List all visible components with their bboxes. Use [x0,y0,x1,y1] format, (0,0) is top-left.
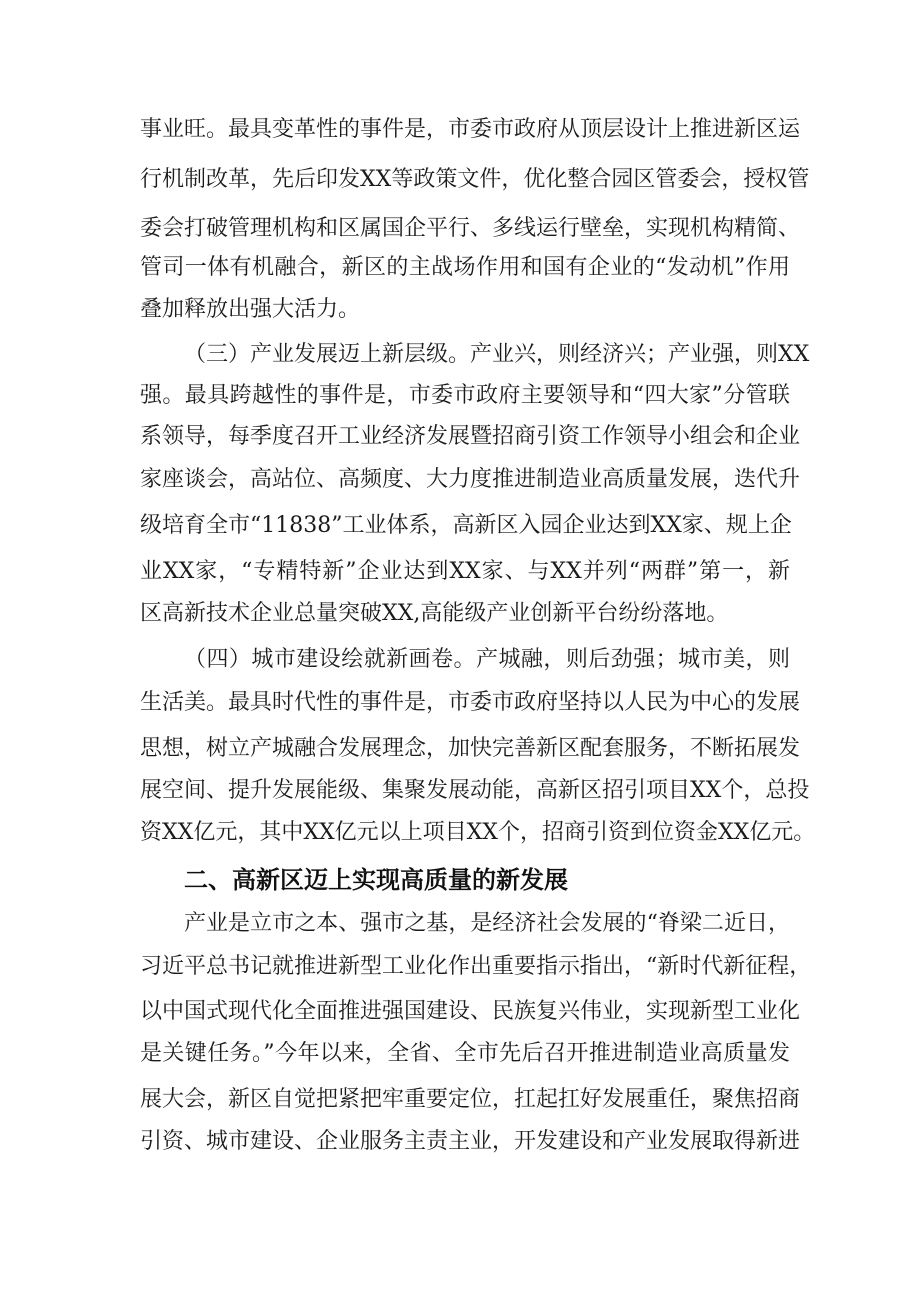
paragraph-3-line: 资XX亿元，其中XX亿元以上项目XX个，招商引资到位资金XX亿元。 [140,820,816,845]
paragraph-2-line: 区高新技术企业总量突破XX,高能级产业创新平台纷纷落地。 [140,601,729,626]
paragraph-4-line: 习近平总书记就推进新型工业化作出重要指示指出，“新时代新征程， [140,954,812,979]
paragraph-1-line: 事业旺。最具变革性的事件是，市委市政府从顶层设计上推进新区运 [140,117,801,142]
paragraph-1-line: 管司一体有机融合，新区的主战场作用和国有企业的“发动机”作用 [140,255,790,280]
paragraph-1-line: 委会打破管理机构和区属国企平行、多线运行壁垒，实现机构精简、 [140,216,801,241]
paragraph-4-line: 是关键任务。”今年以来，全省、全市先后召开推进制造业高质量发 [140,1041,790,1066]
paragraph-3-line: 生活美。最具时代性的事件是，市委市政府坚持以人民为中心的发展 [140,690,801,715]
paragraph-1-line: 叠加释放出强大活力。 [140,297,361,322]
paragraph-3-line: （四）城市建设绘就新画卷。产城融，则后劲强；城市美，则 [184,647,790,672]
paragraph-4-line: 以中国式现代化全面推进强国建设、民族复兴伟业，实现新型工业化 [140,999,801,1024]
paragraph-2-line: 强。最具跨越性的事件是，市委市政府主要领导和“四大家”分管联 [140,383,790,408]
paragraph-3-line: 展空间、提升发展能级、集聚发展动能，高新区招引项目XX个，总投 [140,778,810,803]
paragraph-2-line: 系领导，每季度召开工业经济发展暨招商引资工作领导小组会和企业 [140,424,801,449]
paragraph-3-line: 思想，树立产城融合发展理念，加快完善新区配套服务，不断拓展发 [140,736,801,761]
paragraph-2-line: （三）产业发展迈上新层级。产业兴，则经济兴；产业强，则XX [184,342,810,367]
paragraph-2-line: 级培育全市“11838”工业体系，高新区入园企业达到XX家、规上企 [140,513,792,538]
paragraph-4-line: 产业是立市之本、强市之基，是经济社会发展的“脊梁二近日， [184,911,790,936]
paragraph-2-line: 家座谈会，高站位、高频度、大力度推进制造业高质量发展，迭代升 [140,467,801,492]
paragraph-1-line: 行机制改革，先后印发XX等政策文件，优化整合园区管委会，授权管 [140,167,810,192]
section-heading: 二、高新区迈上实现高质量的新发展 [184,866,568,894]
paragraph-4-line: 引资、城市建设、企业服务主责主业，开发建设和产业发展取得新进 [140,1129,801,1154]
paragraph-4-line: 展大会，新区自觉把紧把牢重要定位，扛起扛好发展重任，聚焦招商 [140,1087,801,1112]
paragraph-2-line: 业XX家，“专精特新”企业达到XX家、与XX并列“两群”第一，新 [140,559,790,584]
